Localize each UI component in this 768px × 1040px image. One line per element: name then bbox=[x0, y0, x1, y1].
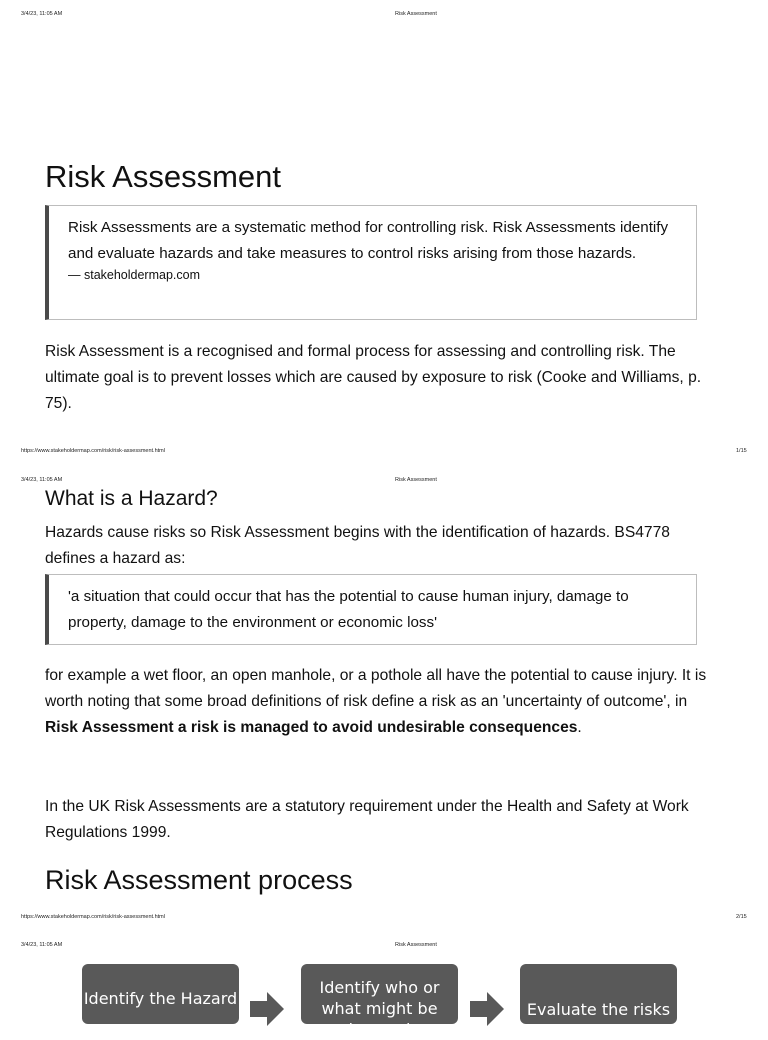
intro-paragraph: Risk Assessment is a recognised and formal process for assessing and controlling risk. The ultimate goal is to prevent losses which are caused by exposure to risk (Cooke and Williams, p. 75). bbox=[45, 343, 702, 413]
quote-text: Risk Assessments are a systematic method for controlling risk. Risk Assessments identify and evaluate hazards and take measures to control risks arising from those hazards. bbox=[68, 219, 669, 262]
print-footer-url: https://www.stakeholdermap.com/risk/risk-assessment.html bbox=[21, 448, 165, 454]
hazard-intro-paragraph: Hazards cause risks so Risk Assessment begins with the identification of hazards. BS4778 defines a hazard as: bbox=[45, 524, 670, 568]
section-heading-hazard: What is a Hazard? bbox=[45, 487, 218, 510]
print-header-title: Risk Assessment bbox=[395, 942, 437, 948]
print-footer-url: https://www.stakeholdermap.com/risk/risk-assessment.html bbox=[21, 914, 165, 920]
statutory-paragraph: In the UK Risk Assessments are a statutory requirement under the Health and Safety at Work Regulations 1999. bbox=[45, 798, 689, 842]
example-text: for example a wet floor, an open manhole, or a pothole all have the potential to cause injury. It is worth noting that some broad definitions of risk define a risk as an 'uncertainty of outcome', in bbox=[45, 667, 707, 711]
definition-quote bbox=[45, 205, 697, 320]
print-header-title: Risk Assessment bbox=[395, 477, 437, 483]
section-heading-process: Risk Assessment process bbox=[45, 865, 353, 895]
print-header-datetime: 3/4/23, 11:05 AM bbox=[21, 477, 63, 483]
arrow-right-icon bbox=[470, 992, 504, 1026]
process-step-label: Identify who or what might be harmed bbox=[319, 978, 440, 1039]
print-header-datetime: 3/4/23, 11:05 AM bbox=[21, 942, 63, 948]
arrow-right-icon bbox=[250, 992, 284, 1026]
hazard-example-paragraph bbox=[45, 663, 710, 742]
quote-attribution: — stakeholdermap.com bbox=[68, 268, 201, 282]
print-footer-page-number: 2/15 bbox=[736, 914, 747, 920]
process-step-identify-who bbox=[301, 964, 458, 1039]
hazard-definition-text: 'a situation that could occur that has the potential to cause human injury, damage to property, damage to the environment or economic loss' bbox=[68, 588, 629, 631]
print-footer-page-number: 1/15 bbox=[736, 448, 747, 454]
process-step-identify-hazard bbox=[82, 964, 239, 1024]
hazard-definition-quote bbox=[45, 574, 697, 645]
page-title: Risk Assessment bbox=[45, 159, 282, 194]
process-step-label: Identify the Hazard bbox=[83, 989, 238, 1008]
example-end-text: . bbox=[577, 719, 582, 737]
process-step-label: Evaluate the risks bbox=[526, 1000, 671, 1019]
process-step-evaluate-risks bbox=[520, 964, 677, 1024]
print-header-title: Risk Assessment bbox=[395, 11, 437, 17]
example-bold-text: Risk Assessment a risk is managed to avoid undesirable consequences bbox=[45, 719, 578, 737]
print-header-datetime: 3/4/23, 11:05 AM bbox=[21, 11, 63, 17]
